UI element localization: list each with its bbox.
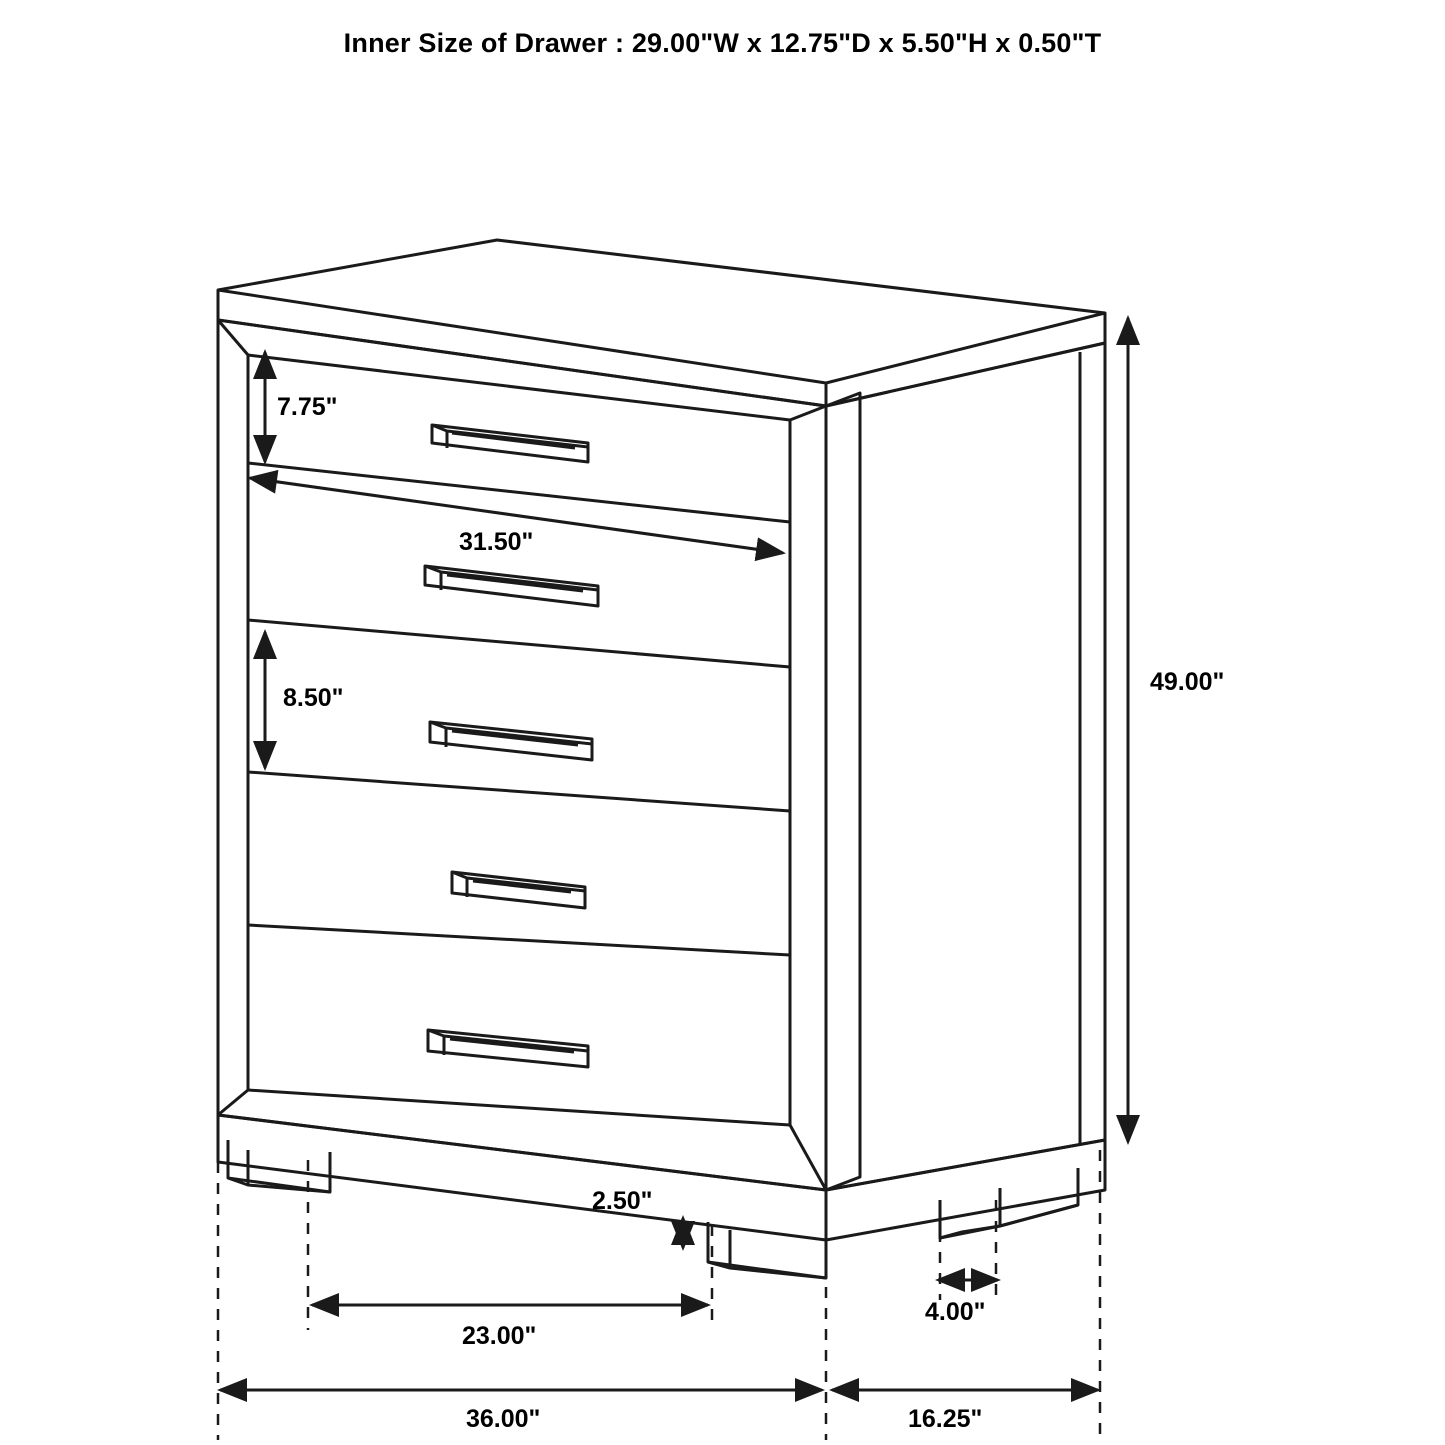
dim-label-overall-depth: 16.25" [908, 1405, 983, 1433]
page-title: Inner Size of Drawer : 29.00"W x 12.75"D x 5.50"H x 0.50"T [343, 28, 1102, 58]
dim-label-top-drawer-height: 7.75" [277, 393, 338, 421]
dim-label-leg-height: 2.50" [592, 1187, 653, 1215]
dim-label-leg-depth-offset: 4.00" [925, 1298, 986, 1326]
dim-label-drawer-height: 8.50" [283, 684, 344, 712]
dim-label-total-height: 49.00" [1150, 668, 1225, 696]
dim-label-front-width: 31.50" [459, 528, 534, 556]
dim-label-overall-width: 36.00" [466, 1405, 541, 1433]
chest-body [218, 240, 1105, 1278]
dim-label-leg-span: 23.00" [462, 1322, 537, 1350]
